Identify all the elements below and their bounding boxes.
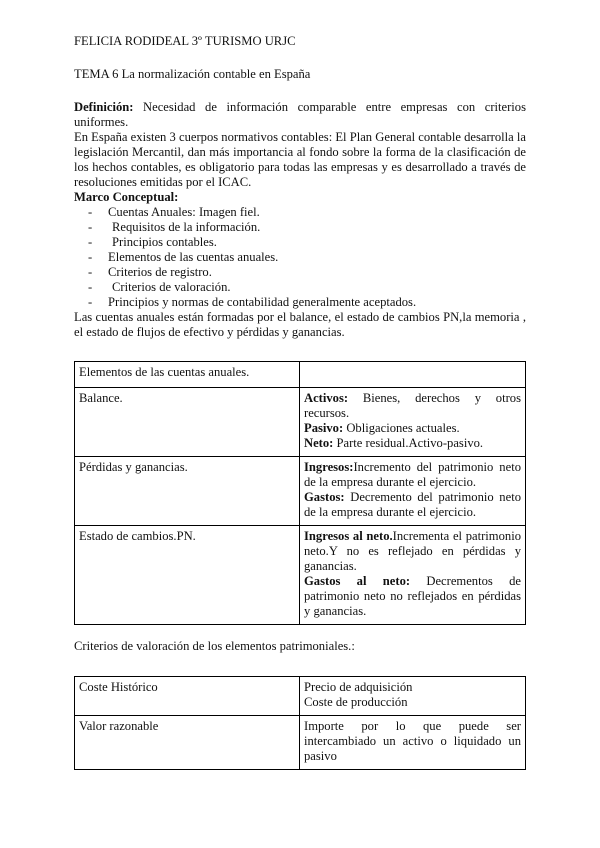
page-header: FELICIA RODIDEAL 3º TURISMO URJC xyxy=(74,34,296,48)
entry xyxy=(304,436,521,451)
definition-label: Definición: xyxy=(74,100,134,114)
criterios-table xyxy=(74,676,526,770)
entry-text: Parte residual.Activo-pasivo. xyxy=(333,436,484,450)
definition-text: Necesidad de información comparable entre empresas con criterios uniformes. xyxy=(74,100,526,129)
marco-conceptual-title: Marco Conceptual: xyxy=(74,190,179,204)
cell-line: Coste de producción xyxy=(304,695,408,709)
list-item: - Principios y normas de contabilidad generalmente aceptados. xyxy=(88,295,526,310)
table-cell xyxy=(300,388,526,457)
entry xyxy=(304,421,521,436)
cell-line: Importe por lo que puede ser intercambiado un activo o liquidado un pasivo xyxy=(304,719,521,763)
list-item: - Cuentas Anuales: Imagen fiel. xyxy=(88,205,526,220)
entry-text: Decrementos de patrimonio neto no reflejados en pérdidas y ganancias. xyxy=(304,574,521,618)
marco-conceptual-list xyxy=(74,205,526,310)
table-cell xyxy=(300,716,526,770)
topic-title: TEMA 6 La normalización contable en España xyxy=(74,67,311,81)
entry-text: Bienes, derechos y otros recursos. xyxy=(304,391,521,420)
list-item: - Elementos de las cuentas anuales. xyxy=(88,250,526,265)
table-cell: Valor razonable xyxy=(75,716,300,770)
table-row xyxy=(75,716,526,770)
list-item: - Criterios de valoración. xyxy=(88,280,526,295)
entry xyxy=(304,391,521,421)
spain-paragraph: En España existen 3 cuerpos normativos contables: El Plan General contable desarrolla la legislación Mercantil, dan más importancia al fondo sobre la forma de la clasificación de los hechos contables, es obligatorio para todas las empresas y es desarrollado a través de resoluciones emitidas por el ICAC. xyxy=(74,130,526,189)
entry-term: Ingresos: xyxy=(304,460,354,474)
entry-term: Activos: xyxy=(304,391,349,405)
entry xyxy=(304,490,521,520)
entry-term: Neto: xyxy=(304,436,334,450)
entry-text: Decremento del patrimonio neto de la empresa durante el ejercicio. xyxy=(304,490,521,519)
entry xyxy=(304,574,521,619)
entry-term: Gastos al neto: xyxy=(304,574,411,588)
table-cell: Balance. xyxy=(75,388,300,457)
entry xyxy=(304,529,521,574)
list-item: - Principios contables. xyxy=(88,235,526,250)
list-item: - Criterios de registro. xyxy=(88,265,526,280)
table-cell xyxy=(300,677,526,716)
cuentas-anuales-paragraph: Las cuentas anuales están formadas por el balance, el estado de cambios PN,la memoria , el estado de flujos de efectivo y pérdidas y ganancias. xyxy=(74,310,526,339)
definition-paragraph xyxy=(74,100,526,130)
criterios-title: Criterios de valoración de los elementos patrimoniales.: xyxy=(74,639,355,653)
cell-line: Precio de adquisición xyxy=(304,680,413,694)
list-item: - Requisitos de la información. xyxy=(88,220,526,235)
table-row xyxy=(75,677,526,716)
elements-table xyxy=(74,361,526,625)
table-cell xyxy=(300,457,526,526)
entry-text: Incremento del patrimonio neto de la empresa durante el ejercicio. xyxy=(304,460,521,489)
entry xyxy=(304,460,521,490)
table-row xyxy=(75,362,526,388)
entry-term: Pasivo: xyxy=(304,421,344,435)
table-cell: Pérdidas y ganancias. xyxy=(75,457,300,526)
entry-term: Ingresos al neto. xyxy=(304,529,393,543)
table-row xyxy=(75,388,526,457)
document-page xyxy=(74,34,526,770)
entry-term: Gastos: xyxy=(304,490,345,504)
entry-text: Obligaciones actuales. xyxy=(343,421,460,435)
table-row xyxy=(75,457,526,526)
table-cell xyxy=(300,362,526,388)
table-cell: Coste Histórico xyxy=(75,677,300,716)
table-cell: Estado de cambios.PN. xyxy=(75,526,300,625)
entry-text: Incrementa el patrimonio neto.Y no es reflejado en pérdidas y ganancias. xyxy=(304,529,521,573)
table-row xyxy=(75,526,526,625)
table-cell: Elementos de las cuentas anuales. xyxy=(75,362,300,388)
table-cell xyxy=(300,526,526,625)
